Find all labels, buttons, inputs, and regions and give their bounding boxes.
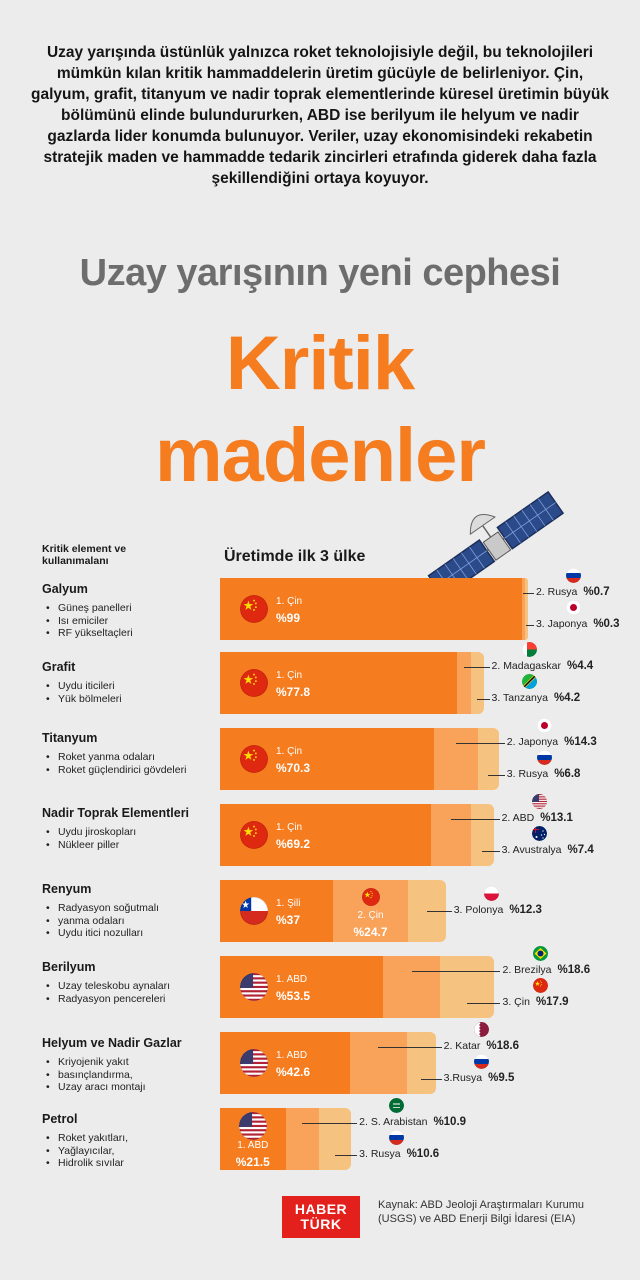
use-item: • Roket yanma odaları xyxy=(44,751,186,764)
use-item: • Uydu iticileri xyxy=(44,680,122,693)
logo-line2: TÜRK xyxy=(300,1216,342,1232)
producer-rank: 2. Katar xyxy=(443,1040,481,1052)
bar-segment xyxy=(383,956,440,1018)
bar-label xyxy=(333,908,408,940)
leader-line xyxy=(335,1155,357,1156)
bar-segment xyxy=(457,652,470,714)
external-label xyxy=(359,1148,439,1160)
bar-segment xyxy=(350,1032,407,1094)
element-name: Titanyum xyxy=(42,731,98,745)
producer-value: %7.4 xyxy=(567,844,594,856)
producer-rank: 1. Çin xyxy=(276,746,303,757)
external-label xyxy=(503,964,591,976)
element-name: Petrol xyxy=(42,1112,78,1126)
producer-value: %12.3 xyxy=(509,904,542,916)
use-item: • Isı emiciler xyxy=(44,615,133,628)
producer-rank: 3. Japonya xyxy=(535,618,588,630)
use-item: • Roket güçlendirici gövdeleri xyxy=(44,764,186,777)
use-item: • Yağlayıcılar, xyxy=(44,1145,128,1158)
producer-value: %69.2 xyxy=(276,837,311,851)
producer-value: %4.2 xyxy=(553,692,581,704)
external-label xyxy=(536,618,620,630)
external-label xyxy=(507,736,597,748)
bar-segment xyxy=(434,728,478,790)
flag-icon xyxy=(537,750,552,765)
leader-line xyxy=(467,1003,500,1004)
leader-line xyxy=(378,1047,441,1048)
flag-icon xyxy=(389,1098,404,1113)
use-item: • basınçlandırma, xyxy=(44,1069,146,1082)
producer-value: %53.5 xyxy=(276,989,311,1003)
flag-icon xyxy=(522,674,537,689)
flag-icon xyxy=(240,669,268,697)
producer-value: %70.3 xyxy=(276,761,311,775)
producer-value: %18.6 xyxy=(557,964,591,976)
producer-value: %99 xyxy=(276,611,301,625)
element-name: Renyum xyxy=(42,882,92,896)
flag-icon xyxy=(532,826,547,841)
producer-value: %9.5 xyxy=(488,1072,515,1084)
use-item: • Yük bölmeleri xyxy=(44,693,122,706)
producer-rank: 2. Japonya xyxy=(506,736,559,748)
element-uses xyxy=(44,902,159,940)
use-item: • Hidrolik sıvılar xyxy=(44,1157,128,1170)
producer-value: %6.8 xyxy=(554,768,581,780)
use-item: • Roket yakıtları, xyxy=(44,1132,128,1145)
use-item: • Radyasyon pencereleri xyxy=(44,993,170,1006)
leader-line xyxy=(464,667,490,668)
leader-line xyxy=(488,775,504,776)
flag-icon xyxy=(474,1054,489,1069)
external-label xyxy=(536,586,610,598)
leader-line xyxy=(482,851,499,852)
use-item: • Uydu jiroskopları xyxy=(44,826,136,839)
bar-label xyxy=(276,1048,310,1080)
element-uses xyxy=(44,680,122,705)
use-item: • Güneş panelleri xyxy=(44,602,133,615)
producer-rank: 2. Rusya xyxy=(535,586,578,598)
leader-line xyxy=(456,743,505,744)
bar-segment xyxy=(471,652,484,714)
bar-segment xyxy=(525,578,528,640)
use-item: • Uydu itici nozulları xyxy=(44,927,159,940)
leader-line xyxy=(302,1123,357,1124)
flag-icon xyxy=(389,1130,404,1145)
flag-icon xyxy=(533,946,548,961)
bar-label xyxy=(220,1138,286,1170)
producer-value: %14.3 xyxy=(564,736,597,748)
element-uses xyxy=(44,826,136,851)
producer-value: %42.6 xyxy=(276,1065,311,1079)
flag-icon xyxy=(566,600,581,615)
subtitle: Uzay yarışının yeni cephesi xyxy=(79,252,561,294)
leader-line xyxy=(421,1079,441,1080)
producer-rank: 2. Madagaskar xyxy=(491,660,561,672)
use-item: • Radyasyon soğutmalı xyxy=(44,902,159,915)
external-label xyxy=(454,904,542,916)
producer-rank: 1. Şili xyxy=(276,898,301,909)
use-item: • RF yükseltaçleri xyxy=(44,627,133,640)
producer-rank: 3. Tanzanya xyxy=(491,692,548,704)
element-name: Berilyum xyxy=(42,960,96,974)
external-label xyxy=(444,1072,515,1084)
external-label xyxy=(502,812,573,824)
producer-value: %4.4 xyxy=(566,660,594,672)
external-label xyxy=(492,692,581,704)
producer-value: %77.8 xyxy=(276,685,311,699)
producer-rank: 1. Çin xyxy=(276,670,303,681)
producer-rank: 2. S. Arabistan xyxy=(359,1116,428,1128)
flag-icon xyxy=(362,888,380,906)
producer-value: %10.9 xyxy=(433,1116,467,1128)
producer-rank: 1. ABD xyxy=(237,1140,269,1151)
producer-rank: 2. Brezilya xyxy=(502,964,552,976)
external-label xyxy=(492,660,594,672)
bar-segment xyxy=(478,728,499,790)
element-uses xyxy=(44,602,133,640)
producer-value: %21.5 xyxy=(235,1155,270,1169)
flag-icon xyxy=(240,897,268,925)
flag-icon xyxy=(484,886,499,901)
producer-value: %18.6 xyxy=(486,1040,520,1052)
element-name: Galyum xyxy=(42,582,88,596)
flag-icon xyxy=(240,821,268,849)
flag-icon xyxy=(240,1049,268,1077)
element-uses xyxy=(44,980,170,1005)
leader-line xyxy=(523,593,534,594)
producer-value: %17.9 xyxy=(535,996,569,1008)
source-note: Kaynak: ABD Jeoloji Araştırmaları Kurumu (USGS) ve ABD Enerji Bilgi İdaresi (EIA) xyxy=(378,1199,585,1225)
flag-icon xyxy=(566,568,581,583)
bar-segment xyxy=(286,1108,319,1170)
column-header-producers: Üretimde ilk 3 ülke xyxy=(224,548,366,565)
producer-rank: 1. Çin xyxy=(276,822,303,833)
element-name: Grafit xyxy=(42,660,76,674)
use-item: • Kriyojenik yakıt xyxy=(44,1056,146,1069)
bar-label xyxy=(276,896,300,928)
producer-rank: 3. Rusya xyxy=(506,768,549,780)
external-label xyxy=(359,1116,466,1128)
external-label xyxy=(503,996,569,1008)
bar-segment xyxy=(319,1108,351,1170)
leader-line xyxy=(427,911,452,912)
producer-rank: 1. ABD xyxy=(276,974,308,985)
haberturk-logo xyxy=(282,1196,360,1238)
flag-icon xyxy=(239,1112,267,1140)
flag-icon xyxy=(240,973,268,1001)
flag-icon xyxy=(532,794,547,809)
bar-label xyxy=(276,972,310,1004)
producer-rank: 3. Rusya xyxy=(359,1148,401,1160)
producer-rank: 2. Çin xyxy=(357,910,384,921)
bar-label xyxy=(276,594,302,626)
external-label xyxy=(444,1040,519,1052)
producer-rank: 3. Polonya xyxy=(453,904,504,916)
producer-value: %0.3 xyxy=(593,618,620,630)
leader-line xyxy=(477,699,489,700)
producer-rank: 1. Çin xyxy=(276,596,303,607)
use-item: • yanma odaları xyxy=(44,915,159,928)
producer-value: %37 xyxy=(276,913,301,927)
logo-line1: HABER xyxy=(294,1201,348,1217)
bar-segment xyxy=(431,804,471,866)
column-header-elements: Kritik element ve kullanımalanı xyxy=(42,543,127,567)
bar-label xyxy=(276,820,310,852)
producer-rank: 3. Avustralya xyxy=(501,844,562,856)
bar-label xyxy=(276,668,310,700)
leader-line xyxy=(526,625,534,626)
external-label xyxy=(507,768,581,780)
producer-value: %24.7 xyxy=(353,925,388,939)
use-item: • Uzay teleskobu aynaları xyxy=(44,980,170,993)
flag-icon xyxy=(537,718,552,733)
main-title-line1: Kritik xyxy=(225,321,415,406)
bar-segment xyxy=(407,1032,436,1094)
flag-icon xyxy=(240,745,268,773)
producer-value: %0.7 xyxy=(583,586,610,598)
leader-line xyxy=(412,971,501,972)
external-label xyxy=(502,844,594,856)
element-uses xyxy=(44,1132,128,1170)
producer-rank: 3.Rusya xyxy=(443,1072,483,1084)
flag-icon xyxy=(240,595,268,623)
flag-icon xyxy=(522,642,537,657)
element-uses xyxy=(44,1056,146,1094)
flag-icon xyxy=(474,1022,489,1037)
flag-icon xyxy=(533,978,548,993)
element-name: Nadir Toprak Elementleri xyxy=(42,806,190,820)
producer-rank: 3. Çin xyxy=(502,996,530,1008)
bar-label xyxy=(276,744,310,776)
producer-value: %13.1 xyxy=(540,812,573,824)
use-item: • Nükleer piller xyxy=(44,839,136,852)
bar-segment xyxy=(440,956,495,1018)
element-uses xyxy=(44,751,186,776)
main-title-line2: madenler xyxy=(155,413,485,498)
bar-segment xyxy=(471,804,494,866)
intro-text: Uzay yarışında üstünlük yalnızca roket teknolojisiyle değil, bu teknolojileri mümkün kılan kritik hammaddelerin üretim gücüyle de belirleniyor. Çin, galyum, grafit, titanyum ve nadir toprak elementlerinde küresel üretimin büyük bölümünü elinde bulundururken, ABD ise berilyum ile helyum ve nadir gazlarda lider konumda bulunuyor. Veriler, uzay ekonomisindeki rekabetin stratejik maden ve hammadde tedarik zincirleri etrafında giderek daha fazla şekillendiğini ortaya koyuyor. xyxy=(31,44,609,187)
producer-value: %10.6 xyxy=(406,1148,440,1160)
use-item: • Uzay aracı montajı xyxy=(44,1081,146,1094)
producer-rank: 1. ABD xyxy=(276,1050,308,1061)
element-name: Helyum ve Nadir Gazlar xyxy=(42,1036,182,1050)
producer-rank: 2. ABD xyxy=(501,812,535,824)
leader-line xyxy=(451,819,500,820)
